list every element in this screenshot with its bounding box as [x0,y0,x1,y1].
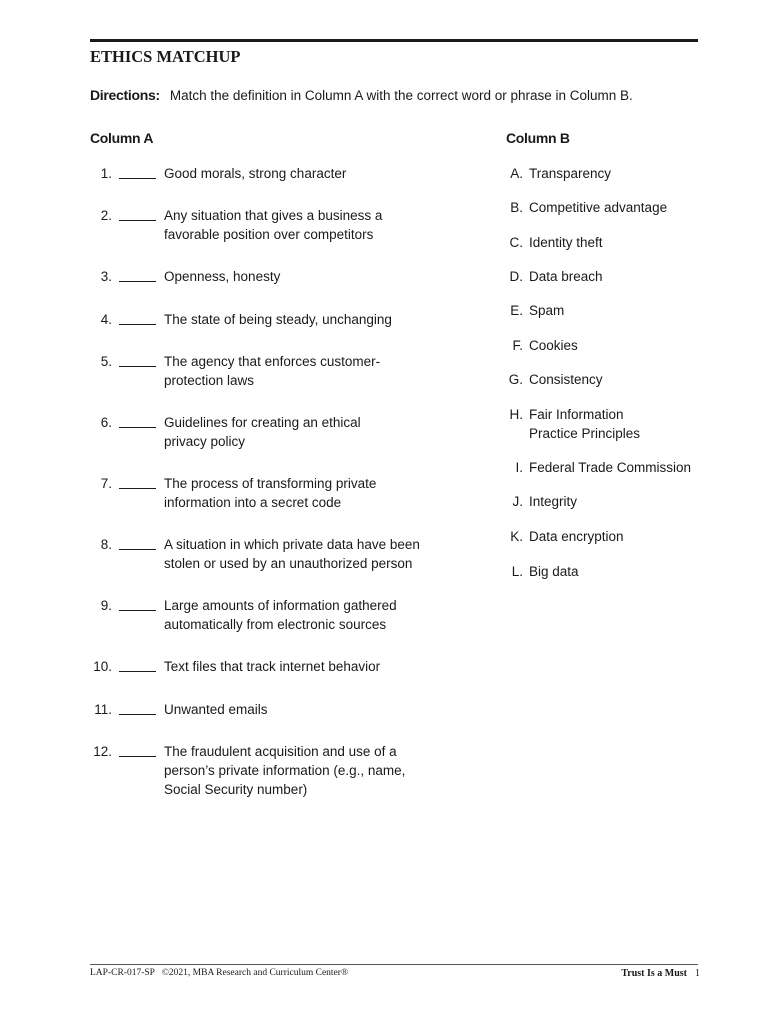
item-number: 7. [100,476,112,491]
item-term: Identity theft [529,235,603,250]
item-number: 9. [100,598,112,613]
answer-blank[interactable] [119,549,156,550]
column-b-heading: Column B [506,130,570,146]
top-rule [90,39,698,42]
item-number: 10. [93,659,112,674]
item-letter: E. [510,303,523,318]
column-a-heading: Column A [90,130,154,146]
footer-page-info [621,968,700,979]
item-term: Spam [529,303,565,318]
item-term: Data encryption [529,529,624,544]
page-number: 1 [695,968,700,979]
item-term: Transparency [529,166,612,181]
item-number: 6. [100,415,112,430]
item-definition: The process of transforming private information into a secret code [164,476,377,510]
directions-text: Match the definition in Column A with the correct word or phrase in Column B. [169,88,633,103]
item-number: 11. [94,702,112,717]
footer-copyright: LAP-CR-017-SP ©2021, MBA Research and Curriculum Center® [90,968,349,978]
item-definition: The fraudulent acquisition and use of a person’s private information (e.g., name, Social Security number) [164,744,406,797]
answer-blank[interactable] [119,366,156,367]
answer-blank[interactable] [119,610,156,611]
item-term: Consistency [529,372,603,387]
item-letter: K. [510,529,523,544]
item-letter: B. [510,200,523,215]
item-letter: C. [509,235,523,250]
directions-label: Directions: [90,87,160,103]
item-term: Cookies [529,338,578,353]
answer-blank[interactable] [119,281,156,282]
item-number: 2. [100,208,112,223]
item-definition: The state of being steady, unchanging [164,312,392,327]
item-term: Competitive advantage [529,200,668,215]
item-letter: J. [512,494,523,509]
item-definition: Large amounts of information gathered automatically from electronic sources [164,598,397,632]
item-definition: The agency that enforces customer- protection laws [164,354,381,388]
page-title: ETHICS MATCHUP [90,47,241,66]
item-letter: D. [509,269,523,284]
item-definition: A situation in which private data have been stolen or used by an unauthorized person [164,537,420,571]
answer-blank[interactable] [119,220,156,221]
item-term: Data breach [529,269,603,284]
item-number: 1. [100,166,112,181]
answer-blank[interactable] [119,178,156,179]
item-term: Federal Trade Commission [529,460,692,475]
item-term: Integrity [529,494,578,509]
item-definition: Text files that track internet behavior [164,659,381,674]
item-letter: F. [512,338,523,353]
item-term: Fair Information Practice Principles [529,407,641,441]
item-number: 12. [93,744,112,759]
item-definition: Guidelines for creating an ethical privacy policy [164,415,361,449]
item-definition: Unwanted emails [164,702,268,717]
item-letter: L. [511,564,523,579]
footer-title: Trust Is a Must [621,968,687,979]
directions [90,87,633,103]
answer-blank[interactable] [119,714,156,715]
answer-blank[interactable] [119,427,156,428]
item-letter: H. [509,407,523,422]
footer-rule [90,964,698,965]
answer-blank[interactable] [119,756,156,757]
item-letter: G. [508,372,523,387]
item-letter: I. [515,460,523,475]
answer-blank[interactable] [119,671,156,672]
answer-blank[interactable] [119,488,156,489]
item-number: 8. [100,537,112,552]
item-definition: Openness, honesty [164,269,281,284]
item-letter: A. [510,166,523,181]
item-definition: Good morals, strong character [164,166,347,181]
item-number: 4. [100,312,112,327]
answer-blank[interactable] [119,324,156,325]
item-definition: Any situation that gives a business a favorable position over competitors [164,208,383,242]
item-term: Big data [529,564,579,579]
item-number: 5. [100,354,112,369]
item-number: 3. [100,269,112,284]
